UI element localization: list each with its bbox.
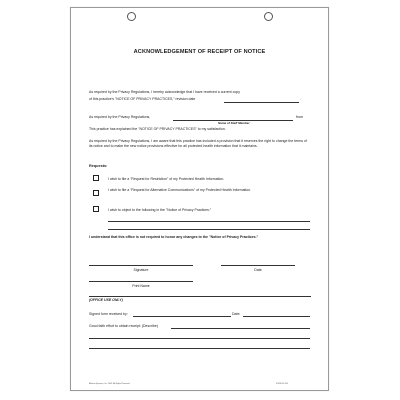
revision-date-line[interactable]: [224, 102, 299, 103]
good-faith-line-1[interactable]: [171, 328, 310, 329]
form-number-footer: FORM 52-010: [276, 383, 288, 385]
punch-hole-left: [127, 12, 136, 21]
signature-line[interactable]: [89, 265, 193, 266]
office-use-label: (OFFICE USE ONLY): [89, 298, 123, 302]
requests-heading: Requests:: [89, 164, 108, 168]
print-name-label: Print Name: [132, 284, 150, 288]
document-page: [70, 7, 329, 391]
restriction-request-checkbox[interactable]: [93, 175, 99, 181]
office-use-divider: [89, 296, 311, 297]
date-line[interactable]: [221, 265, 295, 266]
restriction-request-label: I wish to file a "Request for Restriction" of my Protected Health Information.: [108, 177, 225, 181]
page-title: ACKNOWLEDGEMENT OF RECEIPT OF NOTICE: [133, 49, 266, 55]
from-text: from: [296, 115, 303, 119]
objection-line-1[interactable]: [108, 221, 310, 222]
object-notice-label: I wish to object to the following in the "Notice of Privacy Practices:": [108, 208, 212, 212]
objection-line-2[interactable]: [108, 229, 310, 230]
office-date-line[interactable]: [243, 316, 310, 317]
signature-label: Signature: [133, 268, 149, 272]
staff-member-label: Name of Staff Member: [218, 121, 250, 125]
good-faith-line-3[interactable]: [89, 348, 310, 349]
signed-form-received-label: Signed form received by:: [89, 312, 128, 316]
good-faith-label: Good faith effort to obtain receipt: (Describe): [89, 324, 158, 328]
date-label: Date: [254, 268, 262, 272]
alternative-communications-label: I wish to file a "Request for Alternative Communications" of my Protected Health Information.: [108, 188, 252, 192]
punch-hole-right: [264, 12, 273, 21]
staff-explanation-text-start: As required by the Privacy Regulations,: [89, 115, 151, 119]
copyright-footer: Bibbero Systems, Inc. 2003. All Rights Reserved: [89, 383, 130, 385]
privacy-provision-text: As required by the Privacy Regulations, I am aware that this practice has included a provision that it reserves the right to change the terms of its notice and to make the new notice provisions effective for all protected health information that it maintains.: [89, 139, 307, 148]
acknowledgement-text-line2: of this practice's "NOTICE OF PRIVACY PRACTICES," revision date: [89, 97, 196, 101]
office-date-label: Date:: [232, 312, 241, 316]
period-mark: .: [300, 97, 301, 101]
understanding-statement: I understand that this office is not required to honor any changes to the "Notice of Privacy Practices.": [89, 235, 259, 239]
print-name-line[interactable]: [89, 281, 193, 282]
alternative-communications-checkbox[interactable]: [93, 190, 99, 196]
acknowledgement-text-line1: As required by the Privacy Regulations, I hereby acknowledge that I have received a current copy: [89, 90, 240, 94]
good-faith-line-2[interactable]: [89, 338, 310, 339]
explanation-satisfaction-text: This practice has explained the "NOTICE OF PRIVACY PRACTICES" to my satisfaction.: [89, 127, 226, 131]
received-by-line[interactable]: [133, 316, 231, 317]
object-notice-checkbox[interactable]: [93, 206, 99, 212]
